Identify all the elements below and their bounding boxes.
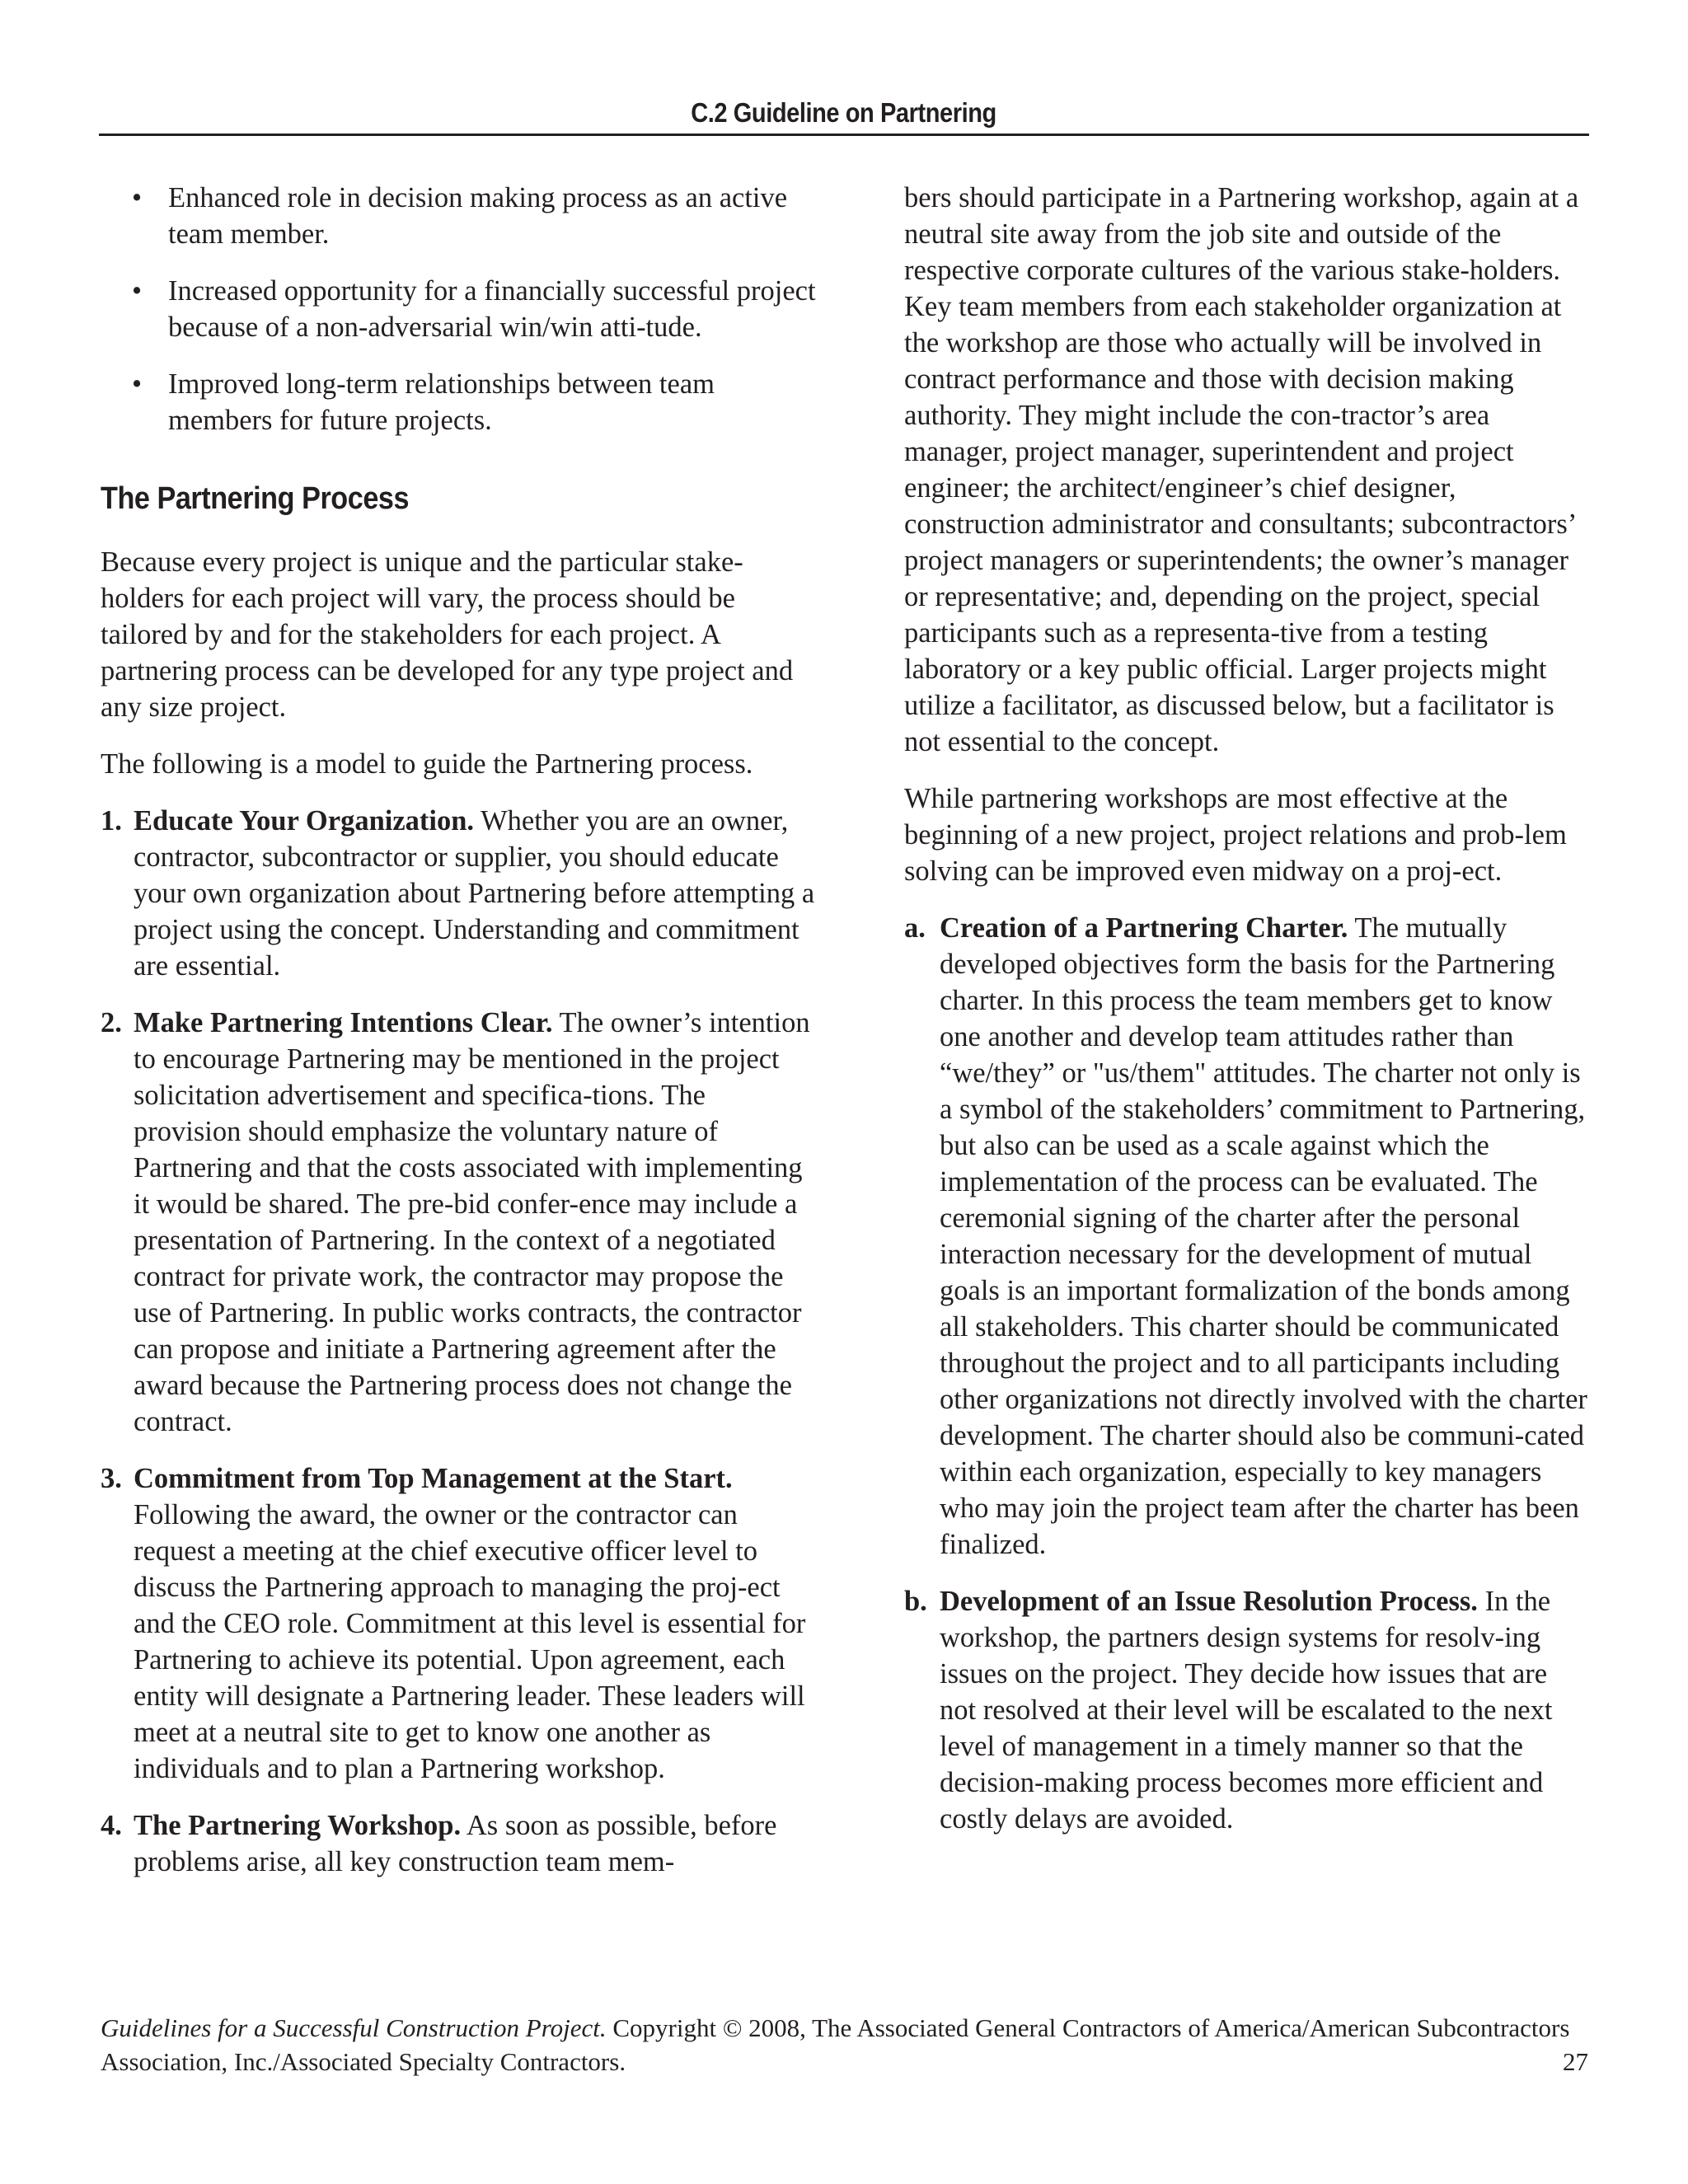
intro-paragraph: Because every project is unique and the particular stake-holders for each project will vary, the process should be tailored by and for the stakeholders for each project. A partnering process can be developed for any type project and any size project. xyxy=(101,546,794,723)
sub-step-item xyxy=(904,910,1588,1563)
sub-step-letter: a. xyxy=(904,912,926,944)
header-title: C.2 Guideline on Partnering xyxy=(691,97,997,128)
sub-step-item xyxy=(904,1583,1588,1837)
sub-step-title: Creation of a Partnering Charter. xyxy=(940,912,1348,944)
sub-step-letter: b. xyxy=(904,1586,927,1617)
benefits-bullet-list xyxy=(101,180,818,438)
step-number: 1. xyxy=(101,805,122,837)
page-number: 27 xyxy=(1563,2047,1588,2076)
step-text: Following the award, the owner or the contractor can request a meeting at the chief executive officer level to discuss the Partnering approach to managing the proj-ect and the CEO role. Commitment at this level is essential for Partnering to achieve its potential. Upon agreement, each entity will designate a Partnering leader. These leaders will meet at a neutral site to get to know one another as individuals and to plan a Partnering workshop. xyxy=(134,1499,806,1784)
model-paragraph: The following is a model to guide the Partnering process. xyxy=(101,748,753,780)
step-item xyxy=(101,1005,818,1440)
step-item xyxy=(101,1460,818,1787)
bullet-item xyxy=(101,180,818,252)
page-footer xyxy=(101,2011,1588,2079)
bullet-item xyxy=(101,273,818,345)
step-item xyxy=(101,803,818,984)
footer-copyright: Copyright © 2008, The Associated General Contractors of America/American Subcontractors Association, Inc./Associated Specialty Contractors. xyxy=(101,2013,1570,2076)
step-text: The owner’s intention to encourage Partnering may be mentioned in the project solicitation advertisement and specifica-tions. The provision should emphasize the voluntary nature of Partnering and that the costs associated with implementing it would be shared. The pre-bid confer-ence may include a presentation of Partnering. In the context of a negotiated contract for private work, the contractor may propose the use of Partnering. In public works contracts, the contractor can propose and initiate a Partnering agreement after the award because the Partnering process does not change the contract. xyxy=(134,1007,810,1437)
step-item xyxy=(101,1807,818,1880)
sub-step-title: Development of an Issue Resolution Process. xyxy=(940,1586,1478,1617)
bullet-text: Enhanced role in decision making process as an active team member. xyxy=(168,182,788,250)
sub-step-text: The mutually developed objectives form the basis for the Partnering charter. In this process the team members get to know one another and develop team attitudes rather than “we/they” or "us/them" attitudes. The charter not only is a symbol of the stakeholders’ commitment to Partnering, but also can be used as a scale against which the implementation of the process can be evaluated. The ceremonial signing of the charter after the personal interaction necessary for the development of mutual goals is an important formalization of the bonds among all stakeholders. This charter should be communicated throughout the project and to all participants including other organizations not directly involved with the charter development. The charter should also be communi-cated within each organization, especially to key managers who may join the project team after the charter has been finalized. xyxy=(940,912,1587,1560)
step-text: As soon as possible, before problems arise, all key construction team mem- xyxy=(134,1810,777,1877)
step-title: Make Partnering Intentions Clear. xyxy=(134,1007,553,1038)
sub-step-text: In the workshop, the partners design systems for resolv-ing issues on the project. They decide how issues that are not resolved at their level will be escalated to the next level of management in a timely manner so that the decision-making process becomes more efficient and costly delays are avoided. xyxy=(940,1586,1553,1835)
right-column xyxy=(904,180,1588,1858)
step-title: The Partnering Workshop. xyxy=(134,1810,462,1841)
left-column xyxy=(101,180,818,1900)
bullet-marker: • xyxy=(132,275,143,307)
step-title: Commitment from Top Management at the Start. xyxy=(134,1463,733,1494)
step-number: 4. xyxy=(101,1810,122,1841)
bullet-marker: • xyxy=(132,368,143,400)
running-header xyxy=(99,92,1589,136)
bullet-marker: • xyxy=(132,182,143,213)
section-heading: The Partnering Process xyxy=(101,481,410,516)
workshop-continuation-paragraph: bers should participate in a Partnering workshop, again at a neutral site away from the job site and outside of the respective corporate cultures of the various stake-holders. Key team members from each stakeholder organization at the workshop are those who actually will be involved in contract performance and those with decision making authority. They might include the con-tractor’s area manager, project manager, superintendent and project engineer; the architect/engineer’s chief designer, construction administrator and consultants; subcontractors’ project managers or superintendents; the owner’s manager or representative; and, depending on the project, special participants such as a representa-tive from a testing laboratory or a key public official. Larger projects might utilize a facilitator, as discussed below, but a facilitator is not essential to the concept. xyxy=(904,182,1579,757)
step-number: 3. xyxy=(101,1463,122,1494)
bullet-text: Increased opportunity for a financially successful project because of a non-adversarial win/win atti-tude. xyxy=(168,275,816,343)
step-number: 2. xyxy=(101,1007,122,1038)
step-text: Whether you are an owner, contractor, subcontractor or supplier, you should educate your own organization about Partnering before attempting a project using the concept. Understanding and commitment are essential. xyxy=(134,805,815,982)
bullet-text: Improved long-term relationships between team members for future projects. xyxy=(168,368,715,436)
step-title: Educate Your Organization. xyxy=(134,805,475,837)
bullet-item xyxy=(101,366,818,438)
footer-publication-title: Guidelines for a Successful Construction Project. xyxy=(101,2013,607,2042)
workshops-paragraph: While partnering workshops are most effective at the beginning of a new project, project relations and prob-lem solving can be improved even midway on a proj-ect. xyxy=(904,783,1567,887)
